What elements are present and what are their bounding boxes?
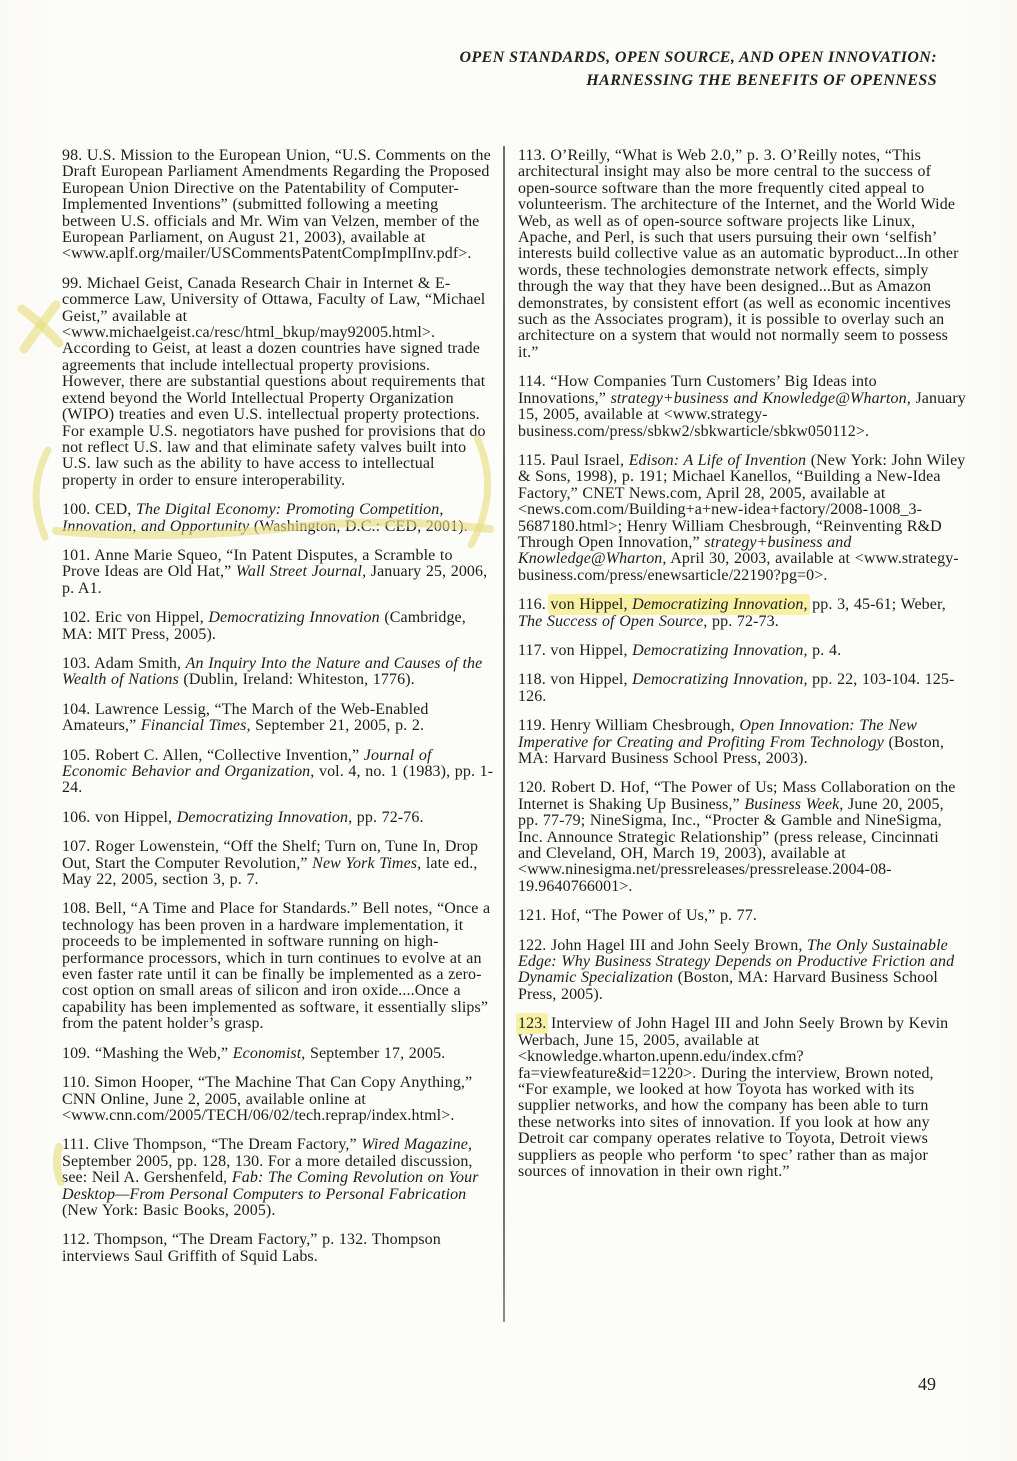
notes-column-left bbox=[62, 148, 494, 1278]
footnote-italic-text: Democratizing Innovation, bbox=[632, 641, 808, 659]
footnote-text: 111. Clive Thompson, “The Dream Factory,” bbox=[62, 1136, 362, 1154]
footnote-108 bbox=[62, 901, 494, 1032]
footnote-text: 99. Michael Geist, Canada Research Chair in Internet & E-commerce Law, University of Ottawa, Faculty of Law, “Michael Geist,” available at <www.michaelgeist.ca/resc/html_bkup/may92005.html>. According to Geist, at least a dozen countries have signed trade agreements that include intellectual property provisions. However, there are substantial questions about requirements that extend beyond the World Intellectual Property Organization (WIPO) treaties and even U.S. intellectual property protections. For example U.S. negotiators have pushed for provisions that do not reflect U.S. law and that eliminate safety valves built into U.S. law such as the ability to have access to intellectual property in order to ensure interoperability. bbox=[62, 274, 486, 489]
footnote-121 bbox=[518, 908, 966, 924]
running-head-line2: HARNESSING THE BENEFITS OF OPENNESS bbox=[586, 72, 937, 89]
footnote-text: 123. bbox=[518, 1015, 547, 1033]
footnote-text: 114. “How Companies Turn Customers’ Big Ideas into Innovations,” bbox=[518, 373, 877, 407]
footnote-text: 119. Henry William Chesbrough, bbox=[518, 717, 740, 735]
footnote-text: January 25, 2006, p. A1. bbox=[62, 563, 488, 597]
footnote-italic-text: New York Times, bbox=[312, 854, 422, 872]
footnote-italic-text: Economist, bbox=[232, 1044, 306, 1062]
footnote-italic-text: Financial Times, bbox=[140, 717, 251, 735]
footnote-italic-text: Business Week, bbox=[744, 795, 844, 813]
footnote-text: 109. “Mashing the Web,” bbox=[62, 1044, 233, 1062]
footnote-98 bbox=[62, 148, 494, 263]
footnote-text: June 20, 2005, pp. 77-79; NineSigma, Inc., “Procter & Gamble and NineSigma, Inc. Announce Strategic Relationship” (press release, Cincinnati and Cleveland, OH, March 19, 2003), available at <www.ninesigma.net/pressreleases/pressrelease.2004-08-19.9640766001>. bbox=[518, 795, 944, 895]
footnote-text: (Boston, MA: Harvard Business School Press, 2003). bbox=[518, 733, 944, 767]
footnote-text: 115. Paul Israel, bbox=[518, 451, 629, 469]
footnote-text: 102. Eric von Hippel, bbox=[62, 609, 209, 627]
footnote-text: vol. 4, no. 1 (1983), pp. 1-24. bbox=[62, 763, 494, 797]
footnote-110 bbox=[62, 1075, 494, 1124]
running-head-line1: OPEN STANDARDS, OPEN SOURCE, AND OPEN INNOVATION: bbox=[459, 49, 937, 66]
footnote-text: pp. 72-76. bbox=[352, 808, 424, 826]
footnote-text: January 15, 2005, available at <www.strategy-business.com/press/sbkw2/sbkwarticle/sbkw050112>. bbox=[518, 389, 966, 440]
footnote-text: April 30, 2003, available at <www.strategy-business.com/press/enewsarticle/22190?pg=0>. bbox=[518, 550, 959, 584]
footnote-text: September 21, 2005, p. 2. bbox=[250, 717, 425, 735]
footnote-text: 122. John Hagel III and John Seely Brown, bbox=[518, 936, 808, 954]
footnote-italic-text: Democratizing Innovation, bbox=[632, 596, 808, 614]
footnote-italic-text: Wall Street Journal, bbox=[235, 563, 367, 581]
footnote-102 bbox=[62, 610, 494, 643]
footnote-text: 103. Adam Smith, bbox=[62, 654, 186, 672]
footnote-117 bbox=[518, 643, 966, 659]
footnote-100 bbox=[62, 502, 494, 535]
footnote-text: late ed., May 22, 2005, section 3, p. 7. bbox=[62, 854, 478, 889]
footnote-text: (New York: John Wiley & Sons, 1998), p. 191; Michael Kanellos, “Building a New-Idea Factory,” CNET News.com, April 28, 2005, available at <news.com.com/Building+a+new-idea+factory/2008-1008_3-5687180.html>; Henry William Chesbrough, “Reinventing R&D Through Open Innovation,” bbox=[518, 451, 966, 551]
footnote-text: 117. von Hippel, bbox=[518, 641, 633, 659]
footnote-text: 104. Lawrence Lessig, “The March of the Web-Enabled Amateurs,” bbox=[62, 700, 429, 735]
footnote-italic-text: Democratizing Innovation bbox=[208, 609, 380, 627]
footnote-text: (Cambridge, MA: MIT Press, 2005). bbox=[62, 609, 466, 643]
column-divider-rule bbox=[503, 146, 505, 1322]
footnote-101 bbox=[62, 548, 494, 597]
footnote-text: 110. Simon Hooper, “The Machine That Can Copy Anything,” CNN Online, June 2, 2005, available online at <www.cnn.com/2005/TECH/06/02/tech.reprap/index.html>. bbox=[62, 1074, 473, 1124]
footnote-114 bbox=[518, 374, 966, 440]
footnote-text: 100. CED, bbox=[62, 501, 136, 519]
footnote-109 bbox=[62, 1046, 494, 1062]
footnote-text: 105. Robert C. Allen, “Collective Invention,” bbox=[62, 746, 364, 764]
footnote-122 bbox=[518, 938, 966, 1004]
footnote-text: 113. O’Reilly, “What is Web 2.0,” p. 3. O’Reilly notes, “This architectural insight may also be more central to the success of open-source software than the more frequently cited appeal to volunteerism. The architecture of the Internet, and the World Wide Web, as well as of open-source software projects like Linux, Apache, and Perl, is such that users pursuing their own ‘selfish’ interests build collective value as an automatic byproduct...In other words, these technologies demonstrate network effects, simply through the way that they have been designed...But as Amazon demonstrates, by consistent effort (as well as economic incentives such as the Associates program), it is possible to overlay such an architecture on a system that would not normally seem to possess it.” bbox=[518, 147, 959, 361]
footnote-italic-text: Open Innovation: The New Imperative for Creating and Profiting From Technology bbox=[518, 717, 917, 751]
footnote-113 bbox=[518, 148, 966, 361]
footnote-118 bbox=[518, 672, 966, 705]
footnote-italic-text: Journal of Economic Behavior and Organization, bbox=[62, 746, 432, 780]
highlighter-tick-mark bbox=[57, 1147, 61, 1182]
footnote-italic-text: strategy+business and Knowledge@Wharton, bbox=[518, 533, 852, 568]
footnote-text: 120. Robert D. Hof, “The Power of Us; Mass Collaboration on the Internet is Shaking Up Business,” bbox=[518, 779, 956, 813]
footnote-italic-text: Wired Magazine, bbox=[361, 1136, 473, 1154]
footnote-111 bbox=[62, 1137, 494, 1219]
footnote-italic-text: The Digital Economy: Promoting Competition, Innovation, and Opportunity bbox=[62, 501, 444, 535]
footnote-italic-text: An Inquiry Into the Nature and Causes of the Wealth of Nations bbox=[62, 654, 483, 689]
highlighter-x-mark bbox=[22, 309, 59, 343]
footnote-text: (New York: Basic Books, 2005). bbox=[62, 1201, 276, 1219]
footnote-text: pp. 22, 103-104. 125-126. bbox=[518, 671, 955, 705]
footnote-text: 106. von Hippel, bbox=[62, 808, 177, 826]
footnote-text: September 2005, pp. 128, 130. For a more detailed discussion, see: Neil A. Gershenfeld, bbox=[62, 1152, 473, 1187]
footnote-italic-text: strategy+business and Knowledge@Wharton, bbox=[610, 389, 911, 407]
footnote-text: pp. 3, 45-61; Weber, bbox=[807, 596, 946, 614]
footnote-106 bbox=[62, 810, 494, 826]
footnote-text: p. 4. bbox=[807, 641, 842, 659]
footnote-text: (Boston, MA: Harvard Business School Press, 2005). bbox=[518, 969, 938, 1003]
footnote-text: 108. Bell, “A Time and Place for Standards.” Bell notes, “Once a technology has been proven in a hardware implementation, it proceeds to be implemented in software running on high-performance processors, which in turn continues to evolve at an even faster rate until it can be finally be implemented as a zero-cost option on small areas of silicon and iron oxide....Once a capability has been implemented as software, it essentially slips” from the patent holder’s grasp. bbox=[62, 900, 491, 1033]
footnote-text: (Dublin, Ireland: Whiteston, 1776). bbox=[178, 671, 415, 689]
footnote-107 bbox=[62, 839, 494, 888]
footnote-italic-text: The Only Sustainable Edge: Why Business Strategy Depends on Productive Friction and Dynamic Specialization bbox=[518, 936, 955, 987]
footnote-99 bbox=[62, 276, 494, 489]
footnote-text: pp. 72-73. bbox=[707, 612, 779, 630]
footnote-text: 101. Anne Marie Squeo, “In Patent Disputes, a Scramble to Prove Ideas are Old Hat,” bbox=[62, 546, 453, 581]
footnote-text: (Washington, D.C.: CED, 2001). bbox=[249, 517, 468, 535]
footnote-105 bbox=[62, 748, 494, 797]
page-number: 49 bbox=[918, 1374, 936, 1394]
notes-column-right bbox=[518, 148, 966, 1193]
footnote-104 bbox=[62, 702, 494, 735]
footnote-119 bbox=[518, 718, 966, 767]
footnote-text: September 17, 2005. bbox=[305, 1044, 446, 1062]
footnote-text: 116. bbox=[518, 596, 551, 614]
footnote-115 bbox=[518, 453, 966, 584]
footnote-116 bbox=[518, 597, 966, 630]
footnote-120 bbox=[518, 780, 966, 895]
footnote-103 bbox=[62, 656, 494, 689]
footnote-text: 121. Hof, “The Power of Us,” p. 77. bbox=[518, 907, 757, 925]
footnote-text: 98. U.S. Mission to the European Union, “U.S. Comments on the Draft European Parliament Amendments Regarding the Proposed European Union Directive on the Patentability of Computer-Implemented Inventions” (submitted following a meeting between U.S. officials and Mr. Wim van Velzen, member of the European Parliament, on August 21, 2003), available at <www.aplf.org/mailer/USCommentsPatentCompImplInv.pdf>. bbox=[62, 147, 491, 263]
footnote-text: Interview of John Hagel III and John Seely Brown by Kevin Werbach, June 15, 2005, available at <knowledge.wharton.upenn.edu/index.cfm?fa=viewfeature&id=1220>. During the interview, Brown noted, “For example, we looked at how Toyota has worked with its supplier networks, and how the company has been able to turn these networks into sites of innovation. If you look at how any Detroit car company operates relative to Toyota, Detroit views suppliers as people who perform ‘to spec’ rather than as major sources of innovation in their own right.” bbox=[518, 1015, 949, 1180]
footnote-123 bbox=[518, 1016, 966, 1180]
footnote-italic-text: The Success of Open Source, bbox=[518, 612, 708, 630]
highlighter-x-mark bbox=[24, 305, 56, 349]
running-head bbox=[460, 46, 937, 92]
footnote-text: 107. Roger Lowenstein, “Off the Shelf; Turn on, Tune In, Drop Out, Start the Computer Revolution,” bbox=[62, 838, 479, 872]
footnote-italic-text: Democratizing Innovation, bbox=[176, 808, 353, 826]
highlighter-paren-open-mark bbox=[36, 450, 48, 537]
footnote-italic-text: Fab: The Coming Revolution on Your Desktop—From Personal Computers to Personal Fabrication bbox=[62, 1169, 479, 1203]
footnote-italic-text: Democratizing Innovation, bbox=[632, 671, 808, 689]
footnote-italic-text: Edison: A Life of Invention bbox=[628, 451, 807, 469]
footnote-text: 118. von Hippel, bbox=[518, 671, 633, 689]
footnote-112 bbox=[62, 1232, 494, 1265]
footnote-text: von Hippel, bbox=[550, 596, 633, 614]
footnote-text: 112. Thompson, “The Dream Factory,” p. 132. Thompson interviews Saul Griffith of Squid Labs. bbox=[62, 1231, 441, 1265]
